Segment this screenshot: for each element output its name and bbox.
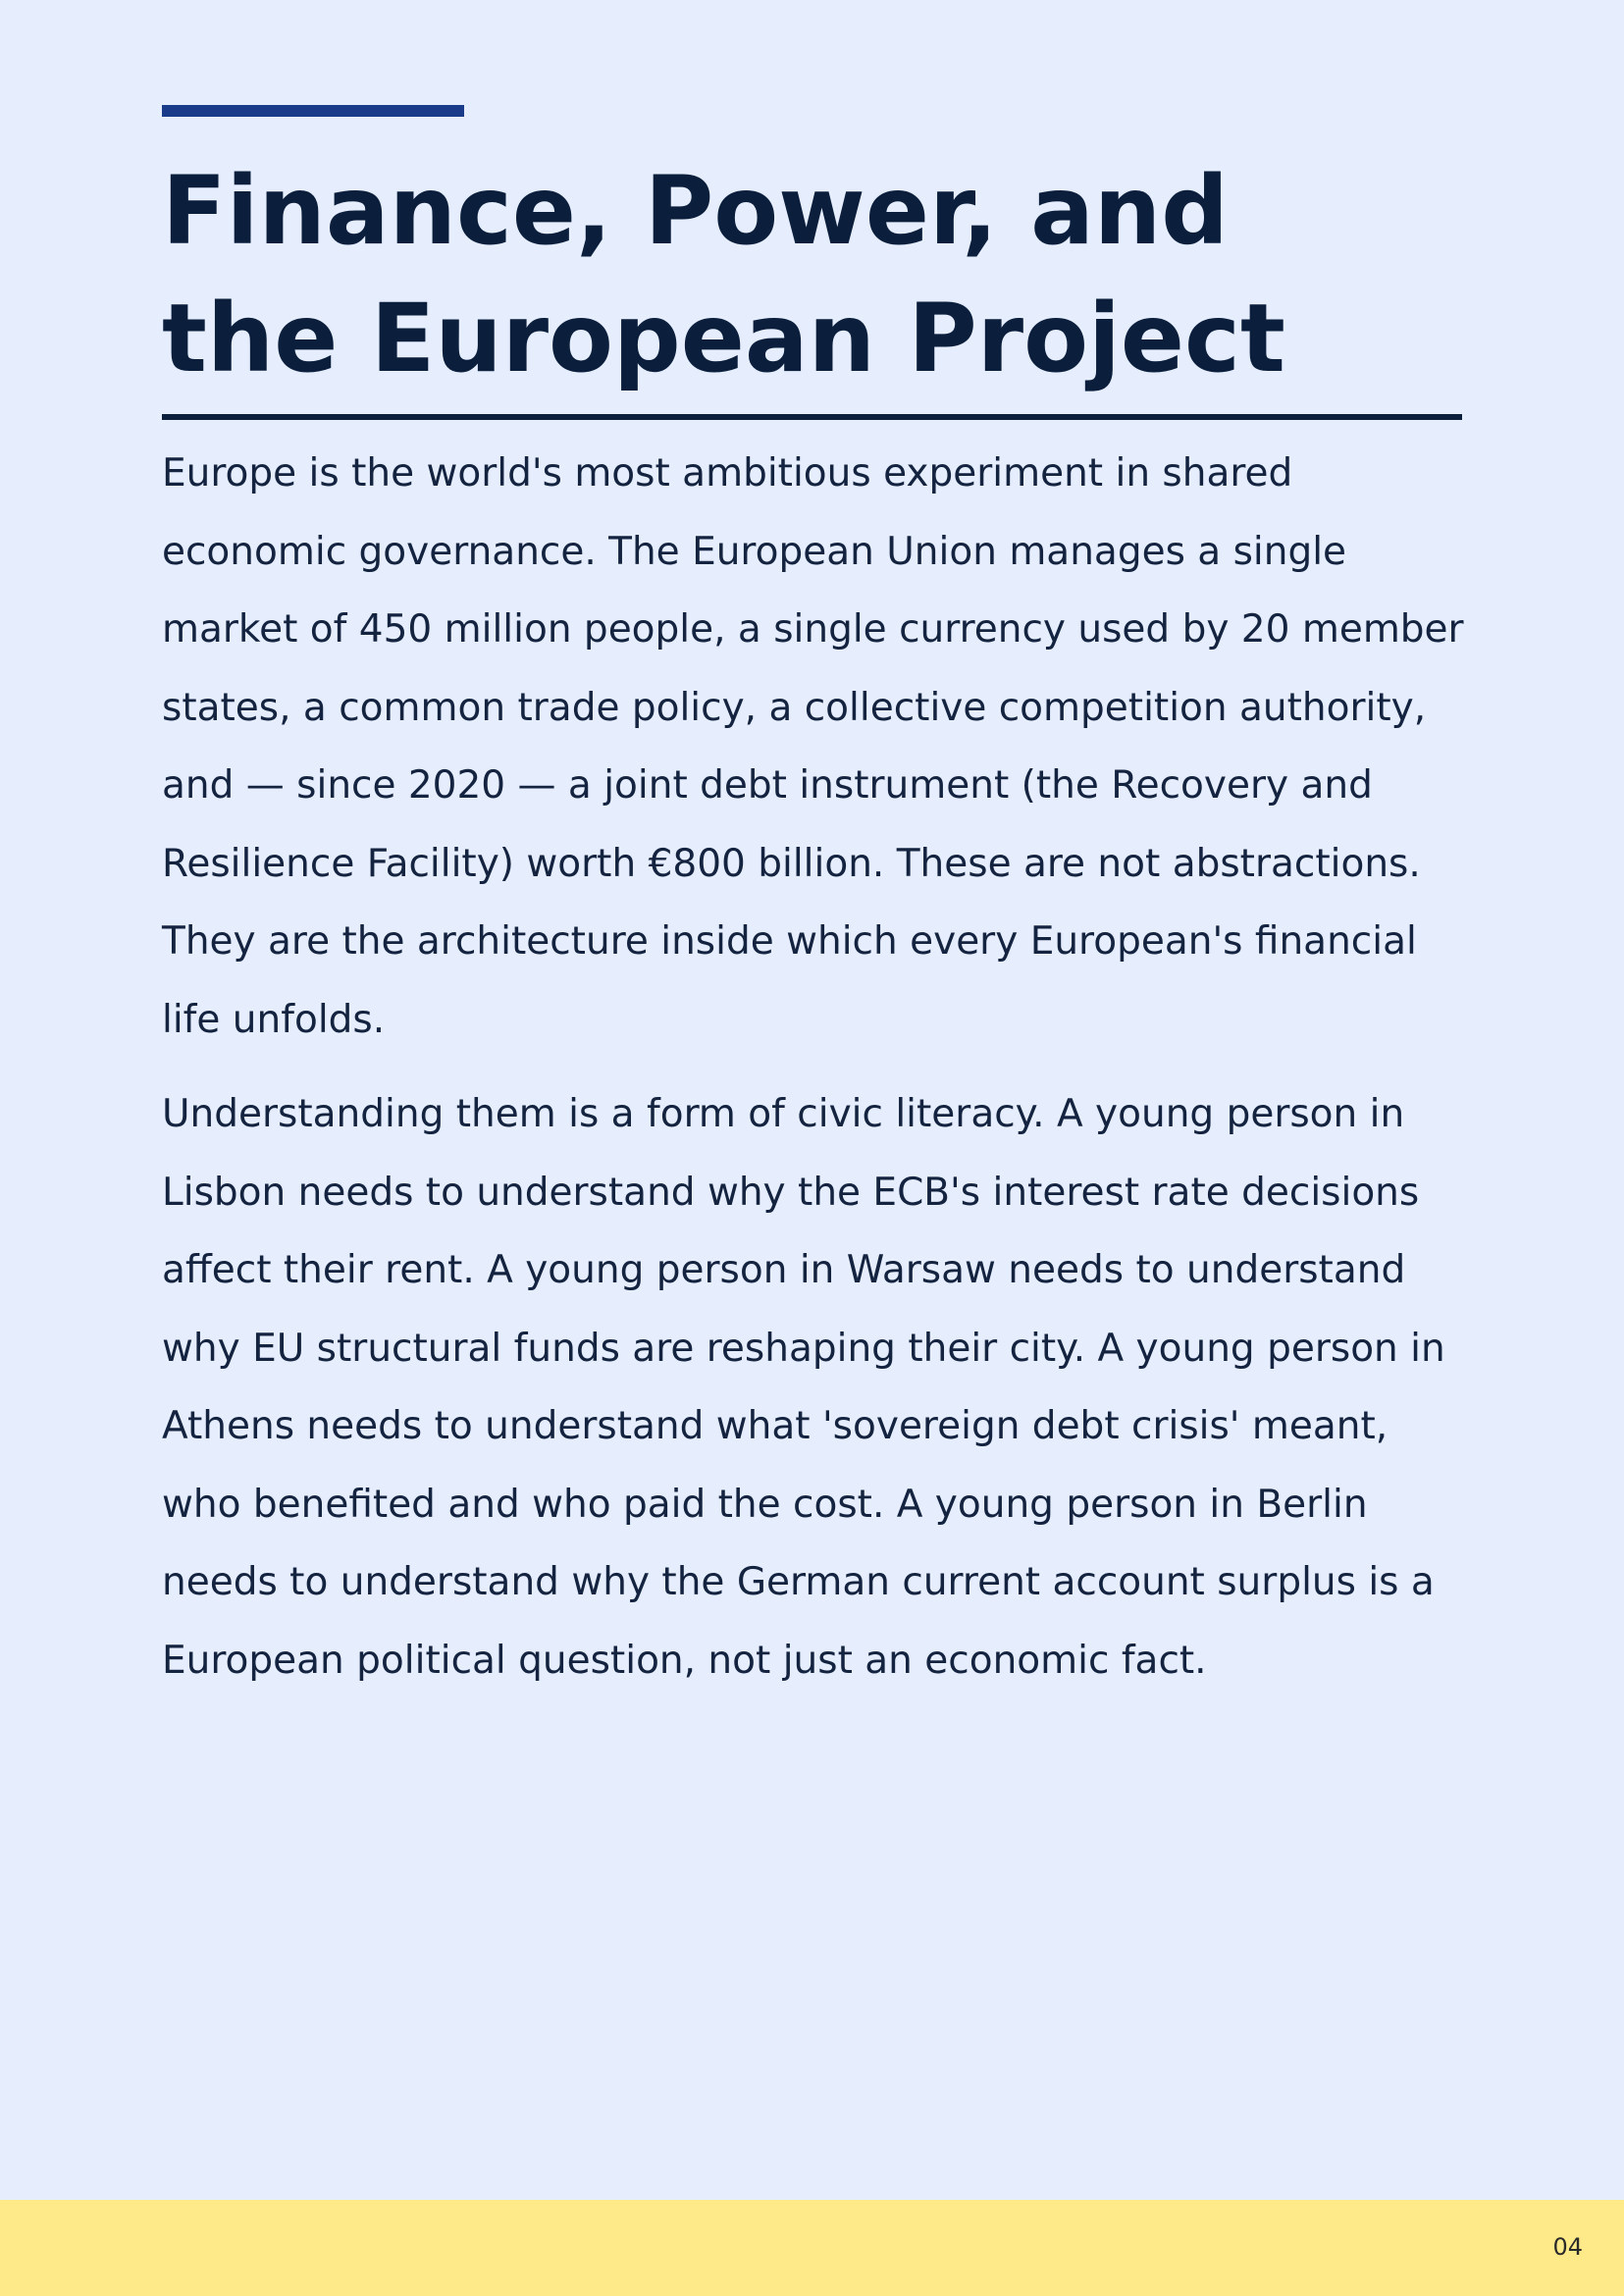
page-title-line-2: the European Project: [162, 284, 1285, 393]
title-divider: [162, 414, 1462, 420]
page-title-line-1: Finance, Power, and: [162, 156, 1229, 266]
page-title: [162, 147, 1467, 402]
page-footer: [0, 2200, 1624, 2296]
body-paragraph-1: Europe is the world's most ambitious experiment in shared economic governance. The European Union manages a single market of 450 million people, a single currency used by 20 member states, a common trade policy, a collective competition authority, and — since 2020 — a joint debt instrument (the Recovery and Resilience Facility) worth €800 billion. These are not abstractions. They are the architecture inside which every European's financial life unfolds.: [162, 451, 1464, 1042]
title-accent-bar: [162, 105, 464, 117]
body-paragraph-2: Understanding them is a form of civic literacy. A young person in Lisbon needs to understand why the ECB's interest rate decisions affect their rent. A young person in Warsaw needs to understand why EU structural funds are reshaping their city. A young person in Athens needs to understand what 'sovereign debt crisis' meant, who benefited and who paid the cost. A young person in Berlin needs to understand why the German current account surplus is a European political question, not just an economic fact.: [162, 1092, 1445, 1683]
page-number: 04: [1552, 2233, 1583, 2261]
